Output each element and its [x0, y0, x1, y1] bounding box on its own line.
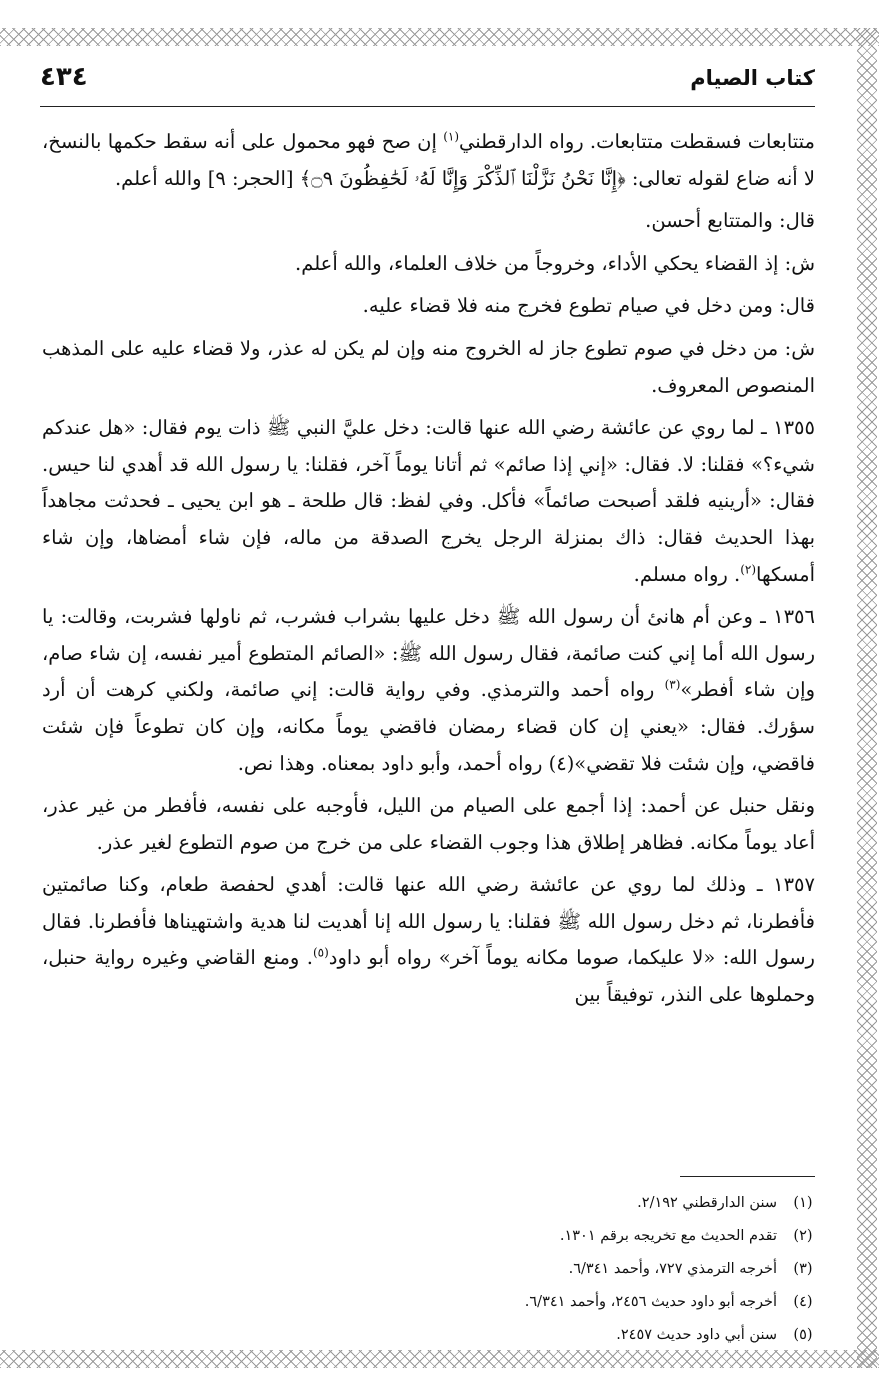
- paragraph: قال: والمتتابع أحسن.: [645, 209, 815, 233]
- page-number: ٤٣٤: [40, 62, 88, 92]
- footnote-ref: (٣): [664, 677, 681, 692]
- book-title: كتاب الصيام: [690, 66, 815, 90]
- paragraph: ١٣٥٧ ـ وذلك لما روي عن عائشة رضي الله عنها قالت: أهدي لحفصة طعام، وكنا صائمتين فأفطرنا، ثم دخل رسول الله ﷺ فقلنا: يا رسول الله إنا أهديت لنا هدية واشتهيناها فأفطرنا. فقال رسول الله: «لا عليكما، صوما مكانه يوماً آخر» رواه أبو داود$^{(٥)}$. ومنع القاضي وغيره رواية حنبل، وحملوها على النذر، توفيقاً بين: [42, 873, 815, 1007]
- paragraph: قال: ومن دخل في صيام تطوع فخرج منه فلا قضاء عليه.: [362, 294, 815, 318]
- footnotes: [42, 1176, 815, 1352]
- paragraph: متتابعات فسقطت متتابعات. رواه الدارقطني$^{(١)}$ إن صح فهو محمول على أنه سقط حكمها بالنسخ، لا أنه ضاع لقوله تعالى: ﴿إِنَّا نَحْنُ نَزَّلْنَا ٱلذِّكْرَ وَإِنَّا لَهُۥ لَحَٰفِظُونَ ۝٩﴾ [الحجر: ٩] والله أعلم.: [42, 129, 815, 190]
- paragraph: ونقل حنبل عن أحمد: إذا أجمع على الصيام من الليل، فأوجبه على نفسه، فأفطر من غير عذر، أعاد يوماً مكانه. فظاهر إطلاق هذا وجوب القضاء على من خرج من صوم التطوع لغير عذر.: [42, 794, 815, 854]
- footnote: (٢) تقدم الحديث مع تخريجه برقم ١٣٠١.: [559, 1228, 813, 1244]
- footnote-divider: [680, 1176, 815, 1177]
- paragraph: ش: إذ القضاء يحكي الأداء، وخروجاً من خلاف العلماء، والله أعلم.: [295, 251, 815, 275]
- footnote-ref: (٢): [740, 562, 757, 577]
- footnote-ref: (٥): [312, 945, 329, 960]
- footnote-ref: (١): [443, 129, 460, 144]
- footnote: (٥) سنن أبي داود حديث ٢٤٥٧.: [616, 1327, 813, 1343]
- main-text: [42, 124, 815, 1020]
- page-header: [40, 60, 815, 107]
- paragraph: ١٣٥٦ ـ وعن أم هانئ أن رسول الله ﷺ دخل عليها بشراب فشرب، ثم ناولها فشربت، وقالت: يا رسول الله أما إني كنت صائمة، فقال رسول الله ﷺ: «الصائم المتطوع أمير نفسه، إن شاء صام، وإن شاء أفطر»$^{(٣)}$ رواه أحمد والترمذي. وفي رواية قالت: إني صائمة، ولكني كرهت أن أرد سؤرك. فقال: «يعني إن كان قضاء رمضان فاقضي يوماً مكانه، وإن كان تطوعاً فإن شئت فاقضي، وإن شئت فلا تقضي»(٤) رواه أحمد، وأبو داود بمعناه. وهذا نص.: [42, 605, 815, 775]
- decorative-border-top: [0, 28, 879, 46]
- footnote: (٣) أخرجه الترمذي ٧٢٧، وأحمد ٦/٣٤١.: [568, 1261, 813, 1277]
- footnote: (٤) أخرجه أبو داود حديث ٢٤٥٦، وأحمد ٦/٣٤١.: [524, 1294, 813, 1310]
- paragraph: ش: من دخل في صوم تطوع جاز له الخروج منه وإن لم يكن له عذر، ولا قضاء عليه على المذهب المنصوص المعروف.: [42, 336, 815, 397]
- paragraph: ١٣٥٥ ـ لما روي عن عائشة رضي الله عنها قالت: دخل عليَّ النبي ﷺ ذات يوم فقال: «هل عندكم شيء؟» فقلنا: لا. فقال: «إني إذا صائم» ثم أتانا يوماً آخر، فقلنا: يا رسول الله قد أهدي لنا حيس. فقال: «أرينيه فلقد أصبحت صائماً» فأكل. وفي لفظ: قال طلحة ـ هو ابن يحيى ـ فحدثت مجاهداً بهذا الحديث فقال: ذاك بمنزلة الرجل يخرج الصدقة من ماله، فإن شاء أمضاها، وإن شاء أمسكها$^{(٢)}$. رواه مسلم.: [42, 416, 815, 586]
- decorative-border-bottom: [0, 1350, 879, 1368]
- footnote: (١) سنن الدارقطني ٢/١٩٢.: [637, 1195, 813, 1211]
- decorative-border-right: [857, 28, 877, 1368]
